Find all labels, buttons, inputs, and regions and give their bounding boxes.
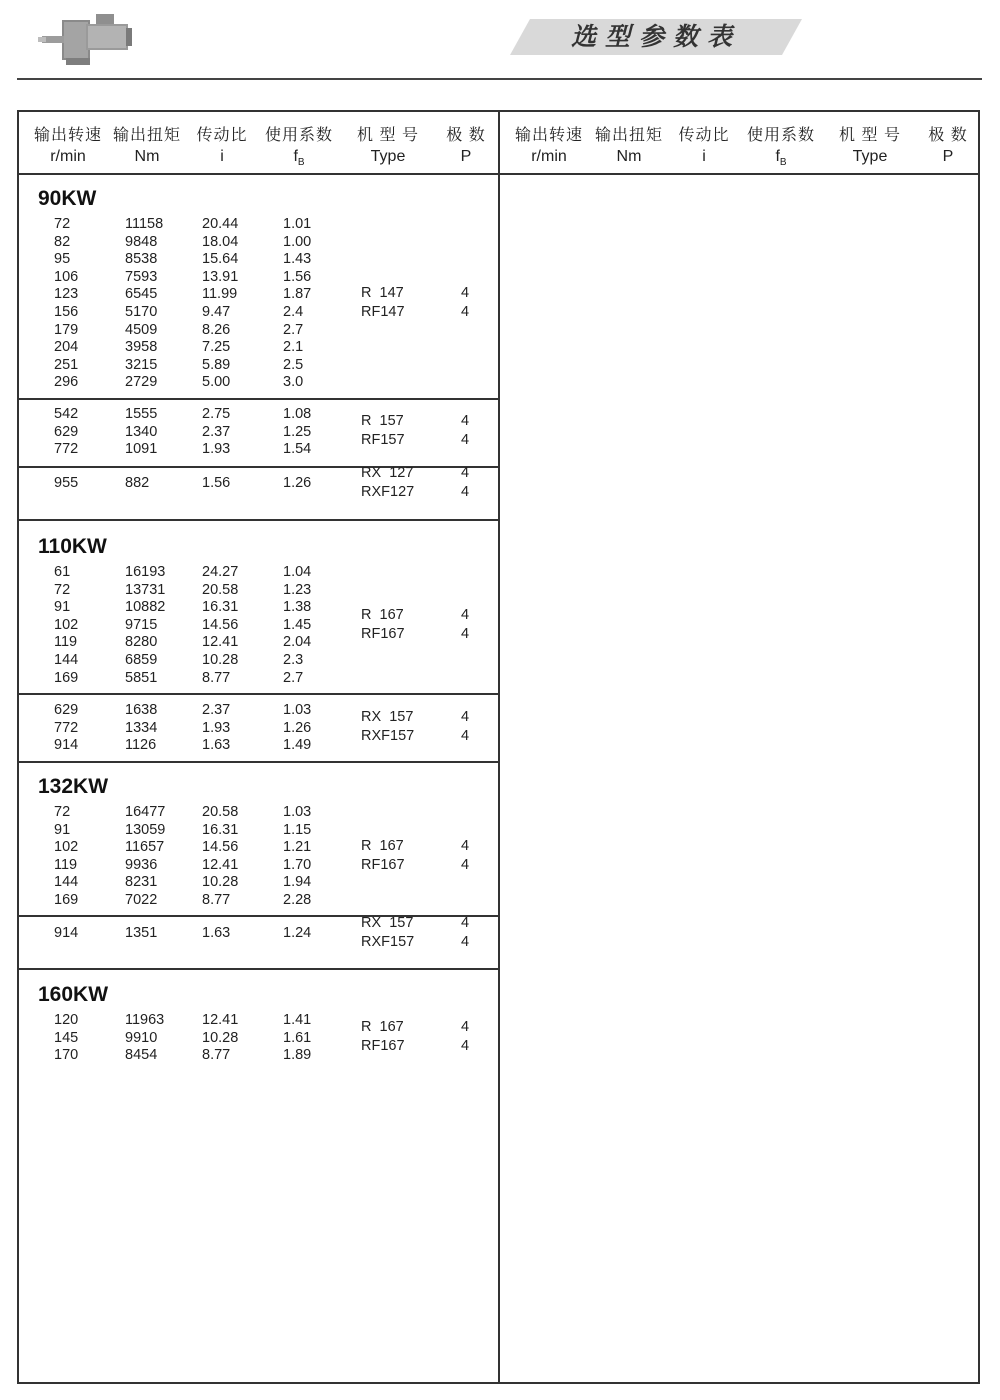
ratio-cell: 18.04 bbox=[202, 233, 239, 250]
torque-cell: 8231 bbox=[125, 874, 158, 891]
power-heading: 110KW bbox=[38, 535, 107, 558]
ratio-cell: 5.89 bbox=[202, 356, 231, 373]
header-torque: 输出扭矩 bbox=[112, 127, 181, 144]
service-factor-cell: 1.21 bbox=[283, 839, 312, 856]
ratio-cell: 12.41 bbox=[202, 856, 239, 873]
type-cell: R 167 bbox=[361, 606, 404, 623]
speed-cell: 119 bbox=[54, 856, 78, 873]
torque-cell: 3958 bbox=[125, 339, 158, 356]
torque-cell: 9910 bbox=[125, 1029, 158, 1046]
type-cell: RF167 bbox=[361, 1038, 405, 1055]
torque-cell: 5170 bbox=[125, 304, 158, 320]
ratio-cell: 16.31 bbox=[202, 821, 239, 838]
header-poles: 极 数 bbox=[446, 127, 486, 144]
speed-cell: 91 bbox=[54, 599, 71, 616]
unit-torque-right: Nm bbox=[616, 148, 642, 165]
poles-cell: 4 bbox=[461, 933, 470, 950]
service-factor-cell: 1.43 bbox=[283, 251, 312, 268]
section-separator bbox=[17, 519, 499, 521]
torque-cell: 1638 bbox=[125, 702, 158, 718]
torque-cell: 11158 bbox=[125, 216, 164, 232]
type-cell: R 157 bbox=[361, 413, 404, 430]
service-factor-cell: 1.26 bbox=[283, 719, 312, 736]
service-factor-cell: 2.28 bbox=[283, 892, 312, 908]
torque-cell: 13059 bbox=[125, 821, 166, 838]
service-factor-cell: 2.4 bbox=[283, 304, 304, 320]
service-factor-cell: 1.25 bbox=[283, 423, 312, 440]
speed-cell: 156 bbox=[54, 304, 79, 320]
header-speed: 输出转速 bbox=[33, 127, 102, 144]
service-factor-cell: 3.0 bbox=[283, 374, 304, 391]
torque-cell: 8280 bbox=[125, 634, 158, 651]
torque-cell: 8454 bbox=[125, 1047, 158, 1064]
unit-speed: r/min bbox=[50, 148, 86, 165]
service-factor-cell: 1.70 bbox=[283, 856, 312, 873]
poles-cell: 4 bbox=[461, 625, 470, 642]
unit-poles-right: P bbox=[942, 148, 954, 165]
service-factor-cell: 1.08 bbox=[283, 406, 312, 422]
ratio-cell: 12.41 bbox=[202, 1012, 239, 1028]
torque-cell: 1091 bbox=[125, 441, 158, 458]
unit-ratio-right: i bbox=[702, 148, 706, 165]
header-speed-right: 输出转速 bbox=[514, 127, 583, 144]
poles-cell: 4 bbox=[461, 1019, 470, 1036]
speed-cell: 82 bbox=[54, 233, 71, 250]
torque-cell: 1126 bbox=[125, 737, 157, 754]
ratio-cell: 1.63 bbox=[202, 925, 231, 941]
group-separator bbox=[17, 466, 499, 468]
service-factor-cell: 2.7 bbox=[283, 669, 304, 686]
service-factor-cell: 2.7 bbox=[283, 321, 304, 338]
ratio-cell: 13.91 bbox=[202, 268, 239, 285]
ratio-cell: 14.56 bbox=[202, 616, 239, 633]
speed-cell: 914 bbox=[54, 925, 79, 941]
ratio-cell: 9.47 bbox=[202, 304, 231, 320]
speed-cell: 251 bbox=[54, 356, 79, 373]
type-cell: RX 157 bbox=[361, 914, 414, 931]
torque-cell: 1334 bbox=[125, 719, 158, 736]
torque-cell: 5851 bbox=[125, 669, 158, 686]
ratio-cell: 8.77 bbox=[202, 1047, 231, 1064]
torque-cell: 8538 bbox=[125, 251, 158, 268]
torque-cell: 6859 bbox=[125, 652, 158, 668]
speed-cell: 144 bbox=[54, 874, 79, 891]
type-cell: RF157 bbox=[361, 432, 405, 449]
header-ratio-right: 传动比 bbox=[678, 127, 730, 144]
column-divider bbox=[498, 110, 500, 1384]
ratio-cell: 2.37 bbox=[202, 702, 231, 718]
speed-cell: 772 bbox=[54, 441, 79, 458]
speed-cell: 106 bbox=[54, 268, 79, 285]
torque-cell: 10882 bbox=[125, 599, 166, 616]
service-factor-cell: 1.24 bbox=[283, 925, 312, 941]
speed-cell: 91 bbox=[54, 821, 71, 838]
service-factor-cell: 1.26 bbox=[283, 475, 312, 491]
ratio-cell: 8.77 bbox=[202, 669, 231, 686]
speed-cell: 72 bbox=[54, 216, 71, 232]
ratio-cell: 12.41 bbox=[202, 634, 239, 651]
poles-cell: 4 bbox=[461, 914, 470, 931]
speed-cell: 102 bbox=[54, 839, 79, 856]
poles-cell: 4 bbox=[461, 837, 470, 854]
service-factor-cell: 2.5 bbox=[283, 356, 304, 373]
speed-cell: 72 bbox=[54, 581, 71, 598]
header-type: 机 型 号 bbox=[357, 127, 419, 144]
type-cell: RXF157 bbox=[361, 933, 415, 950]
service-factor-cell: 1.01 bbox=[283, 216, 312, 232]
torque-cell: 4509 bbox=[125, 321, 158, 338]
poles-cell: 4 bbox=[461, 856, 470, 873]
service-factor-cell: 1.94 bbox=[283, 874, 312, 891]
unit-type: Type bbox=[370, 148, 406, 165]
unit-service-factor: $f_B$ bbox=[293, 148, 305, 169]
header-rule bbox=[17, 173, 980, 175]
speed-cell: 170 bbox=[54, 1047, 79, 1064]
speed-cell: 95 bbox=[54, 251, 71, 268]
service-factor-cell: 1.56 bbox=[283, 268, 312, 285]
power-heading: 160KW bbox=[38, 983, 109, 1006]
torque-cell: 3215 bbox=[125, 356, 158, 373]
speed-cell: 169 bbox=[54, 892, 79, 908]
type-cell: RXF127 bbox=[361, 483, 415, 500]
speed-cell: 955 bbox=[54, 475, 79, 491]
speed-cell: 629 bbox=[54, 702, 79, 718]
unit-poles: P bbox=[460, 148, 472, 165]
speed-cell: 179 bbox=[54, 321, 79, 338]
speed-cell: 629 bbox=[54, 423, 79, 440]
torque-cell: 1555 bbox=[125, 406, 158, 422]
speed-cell: 120 bbox=[54, 1012, 79, 1028]
torque-cell: 7022 bbox=[125, 892, 158, 908]
ratio-cell: 8.77 bbox=[202, 892, 231, 908]
ratio-cell: 15.64 bbox=[202, 251, 239, 268]
ratio-cell: 7.25 bbox=[202, 339, 231, 356]
poles-cell: 4 bbox=[461, 709, 470, 726]
speed-cell: 145 bbox=[54, 1029, 79, 1046]
speed-cell: 144 bbox=[54, 652, 79, 668]
service-factor-cell: 1.41 bbox=[283, 1012, 312, 1028]
type-cell: RX 157 bbox=[361, 709, 414, 726]
speed-cell: 102 bbox=[54, 616, 79, 633]
group-separator bbox=[17, 915, 499, 917]
page-title: 选型参数表 bbox=[570, 23, 741, 51]
section-separator bbox=[17, 968, 499, 970]
gear-motor-icon bbox=[36, 6, 136, 72]
ratio-cell: 16.31 bbox=[202, 599, 239, 616]
torque-cell: 16477 bbox=[125, 804, 166, 820]
poles-cell: 4 bbox=[461, 464, 470, 481]
header-type-right: 机 型 号 bbox=[839, 127, 901, 144]
torque-cell: 1351 bbox=[125, 925, 158, 941]
speed-cell: 72 bbox=[54, 804, 71, 820]
speed-cell: 61 bbox=[54, 564, 71, 580]
service-factor-cell: 1.03 bbox=[283, 804, 312, 820]
header-service-factor: 使用系数 bbox=[264, 127, 333, 144]
ratio-cell: 1.63 bbox=[202, 737, 231, 754]
type-cell: R 167 bbox=[361, 1019, 404, 1036]
poles-cell: 4 bbox=[461, 285, 470, 301]
ratio-cell: 20.44 bbox=[202, 216, 239, 232]
group-separator bbox=[17, 693, 499, 695]
unit-speed-right: r/min bbox=[531, 148, 567, 165]
type-cell: R 167 bbox=[361, 837, 404, 854]
ratio-cell: 2.75 bbox=[202, 406, 231, 422]
ratio-cell: 1.93 bbox=[202, 719, 231, 736]
torque-cell: 882 bbox=[125, 475, 150, 491]
type-cell: RF167 bbox=[361, 625, 405, 642]
service-factor-cell: 1.04 bbox=[283, 564, 312, 580]
service-factor-cell: 2.04 bbox=[283, 634, 312, 651]
speed-cell: 772 bbox=[54, 719, 79, 736]
torque-cell: 7593 bbox=[125, 268, 158, 285]
service-factor-cell: 1.89 bbox=[283, 1047, 312, 1064]
service-factor-cell: 1.54 bbox=[283, 441, 312, 458]
torque-cell: 11963 bbox=[125, 1012, 165, 1028]
ratio-cell: 5.00 bbox=[202, 374, 231, 391]
type-cell: RXF157 bbox=[361, 728, 415, 745]
torque-cell: 9848 bbox=[125, 233, 158, 250]
ratio-cell: 8.26 bbox=[202, 321, 231, 338]
power-heading: 132KW bbox=[38, 775, 109, 798]
poles-cell: 4 bbox=[461, 606, 470, 623]
ratio-cell: 10.28 bbox=[202, 874, 239, 891]
torque-cell: 13731 bbox=[125, 581, 166, 598]
unit-ratio: i bbox=[220, 148, 224, 165]
ratio-cell: 10.28 bbox=[202, 652, 239, 668]
header-service-factor-right: 使用系数 bbox=[746, 127, 815, 144]
type-cell: R 147 bbox=[361, 285, 404, 301]
ratio-cell: 1.93 bbox=[202, 441, 231, 458]
speed-cell: 123 bbox=[54, 286, 79, 303]
torque-cell: 6545 bbox=[125, 286, 158, 303]
torque-cell: 9715 bbox=[125, 616, 158, 633]
speed-cell: 296 bbox=[54, 374, 79, 391]
torque-cell: 1340 bbox=[125, 423, 158, 440]
unit-type-right: Type bbox=[852, 148, 888, 165]
type-cell: RF167 bbox=[361, 856, 405, 873]
ratio-cell: 14.56 bbox=[202, 839, 239, 856]
type-cell: RF147 bbox=[361, 304, 405, 320]
top-rule bbox=[17, 78, 982, 80]
speed-cell: 169 bbox=[54, 669, 79, 686]
ratio-cell: 24.27 bbox=[202, 564, 239, 580]
ratio-cell: 1.56 bbox=[202, 475, 231, 491]
service-factor-cell: 1.49 bbox=[283, 737, 312, 754]
service-factor-cell: 1.23 bbox=[283, 581, 312, 598]
poles-cell: 4 bbox=[461, 728, 470, 745]
ratio-cell: 20.58 bbox=[202, 581, 239, 598]
torque-cell: 11657 bbox=[125, 839, 165, 856]
service-factor-cell: 1.87 bbox=[283, 286, 312, 303]
power-heading: 90KW bbox=[38, 187, 97, 210]
poles-cell: 4 bbox=[461, 483, 470, 500]
service-factor-cell: 1.15 bbox=[283, 821, 312, 838]
torque-cell: 16193 bbox=[125, 564, 166, 580]
ratio-cell: 2.37 bbox=[202, 423, 231, 440]
unit-torque: Nm bbox=[134, 148, 160, 165]
service-factor-cell: 1.03 bbox=[283, 702, 312, 718]
service-factor-cell: 1.00 bbox=[283, 233, 312, 250]
ratio-cell: 20.58 bbox=[202, 804, 239, 820]
header-ratio: 传动比 bbox=[196, 127, 248, 144]
poles-cell: 4 bbox=[461, 432, 470, 449]
poles-cell: 4 bbox=[461, 1038, 470, 1055]
unit-service-factor-right: $f_B$ bbox=[775, 148, 787, 169]
speed-cell: 542 bbox=[54, 406, 79, 422]
service-factor-cell: 2.3 bbox=[283, 652, 304, 668]
poles-cell: 4 bbox=[461, 304, 470, 320]
header-torque-right: 输出扭矩 bbox=[594, 127, 663, 144]
speed-cell: 119 bbox=[54, 634, 78, 651]
service-factor-cell: 1.38 bbox=[283, 599, 312, 616]
torque-cell: 9936 bbox=[125, 856, 158, 873]
service-factor-cell: 2.1 bbox=[283, 339, 304, 356]
type-cell: RX 127 bbox=[361, 464, 414, 481]
speed-cell: 914 bbox=[54, 737, 79, 754]
header-poles-right: 极 数 bbox=[928, 127, 968, 144]
ratio-cell: 11.99 bbox=[202, 286, 238, 303]
service-factor-cell: 1.61 bbox=[283, 1029, 312, 1046]
poles-cell: 4 bbox=[461, 413, 470, 430]
torque-cell: 2729 bbox=[125, 374, 158, 391]
group-separator bbox=[17, 398, 499, 400]
service-factor-cell: 1.45 bbox=[283, 616, 312, 633]
ratio-cell: 10.28 bbox=[202, 1029, 239, 1046]
speed-cell: 204 bbox=[54, 339, 79, 356]
section-separator bbox=[17, 761, 499, 763]
